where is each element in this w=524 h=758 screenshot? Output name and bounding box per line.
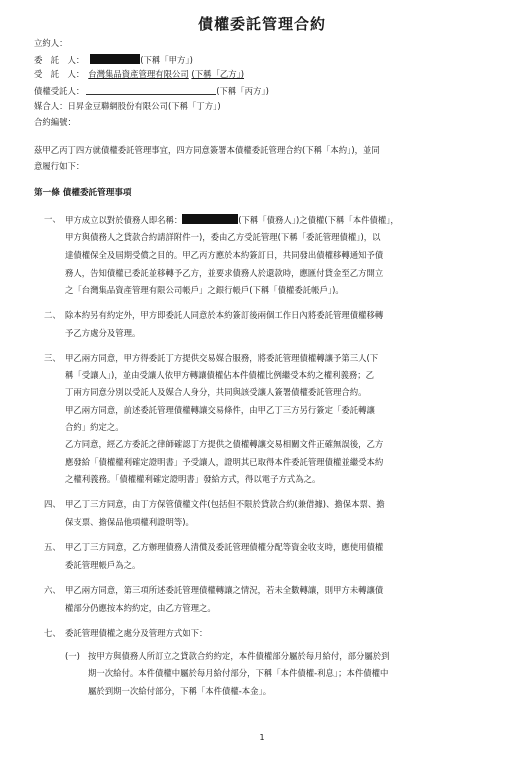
item-number: 四、 [44, 499, 61, 509]
item-line: 委託管理債權之處分及管理方式如下： [65, 628, 208, 638]
party-trustee-name: 台灣集品資產管理有限公司 [88, 69, 189, 79]
party-principal-suffix: (下稱「甲方」) [140, 55, 193, 65]
item-line: 甲方與債務人之貸款合約請詳附件一)，委由乙方受託管理(下稱「委託管理債權」)，以 [65, 232, 381, 242]
item-line: 之「台灣集品資產管理有限公司帳戶」之銀行帳戶(下稱「債權委託帳戶」)。 [65, 285, 344, 295]
item-number: 七、 [44, 628, 61, 638]
subitem-line: 期一次給付。本件債權中屬於每月給付部分，下稱「本件債權-利息」；本件債權中 [88, 668, 389, 678]
party-creditor-trustee [34, 85, 269, 97]
subitem-number: (一) [65, 651, 80, 661]
party-creditor-trustee-label: 債權受託人： [34, 86, 85, 96]
item-number: 二、 [44, 310, 61, 320]
item-line-text: 甲方成立以對於債務人即名稱： [65, 215, 183, 225]
subitem-line: 按甲方與債務人所訂立之貸款合約約定，本件債權部分屬於每月給付，部分屬於到 [88, 651, 390, 661]
item-line: 甲乙兩方同意，前述委託管理債權轉讓交易條件，由甲乙丁三方另行簽定「委託轉讓 [65, 405, 375, 415]
party-matchmaker [34, 101, 221, 112]
party-matchmaker-name: 日昇金豆聯網股份有限公司(下稱「丁方」) [67, 101, 221, 111]
subitem-line: 屬於到期一次給付部分，下稱「本件債權-本金」。 [88, 686, 272, 696]
item-line: 合約」約定之。 [65, 422, 124, 432]
item-number: 一、 [44, 214, 61, 224]
contract-number: 合約編號： [34, 117, 76, 127]
item-line: 甲乙丁三方同意，由丁方保管債權文件(包括但不限於貸款合約(兼借據)、擔保本票、擔 [65, 499, 385, 509]
party-creditor-trustee-suffix: (下稱「丙方」) [216, 86, 269, 96]
item-line: 甲乙兩方同意，甲方得委託丁方提供交易媒合服務，將委託管理債權轉讓予第三人(下 [65, 353, 379, 363]
party-matchmaker-label: 媒合人： [34, 101, 68, 111]
item-line: 稱「受讓人」)，並由受讓人依甲方轉讓債權佔本件債權比例繼受本約之權利義務；乙 [65, 370, 374, 380]
item-line: 除本約另有約定外，甲方即委託人同意於本約簽訂後兩個工作日內將委託管理債權移轉 [65, 310, 384, 320]
party-trustee-label: 受 託 人： [34, 69, 85, 79]
item-number: 六、 [44, 585, 61, 595]
item-line: 務人，告知債權已委託並移轉予乙方，並要求債務人於還款時，應匯付貸金至乙方開立 [65, 268, 384, 278]
item-line: 之權利義務。「債權權利確定證明書」發給方式，得以電子方式為之。 [65, 474, 321, 484]
intro-line-2: 意履行如下： [34, 161, 85, 171]
item-number: 三、 [44, 353, 61, 363]
creditor-trustee-blank [86, 85, 216, 95]
party-trustee [34, 69, 244, 80]
item-line: 予乙方處分及管理。 [65, 328, 141, 338]
item-line: 乙方同意，經乙方委託之律師確認丁方提供之債權轉讓交易相關文件正確無誤後，乙方 [65, 439, 384, 449]
party-trustee-suffix: (下稱「乙方」) [191, 69, 245, 79]
debtor-name-redacted [182, 214, 238, 224]
item-line: 保支票、擔保品他項權利證明等)。 [65, 517, 194, 527]
document-title: 債權委託管理合約 [197, 15, 326, 33]
item-line: 甲乙兩方同意，第三項所述委託管理債權轉讓之情況，若未全數轉讓，則甲方未轉讓債 [65, 585, 384, 595]
item-line: 委託管理帳戶為之。 [65, 560, 141, 570]
party-principal [34, 54, 193, 66]
page-number: 1 [259, 733, 265, 742]
principal-name-redacted [90, 54, 140, 64]
item-number: 五、 [44, 542, 61, 552]
item-line: 丁兩方同意分別以受託人及媒合人身分，共同與該受讓人簽署債權委託管理合約。 [65, 387, 367, 397]
item-line: 權部分仍應按本約約定，由乙方管理之。 [65, 603, 216, 613]
party-principal-label: 委 託 人： [34, 55, 85, 65]
item-line: 甲乙丁三方同意，乙方辦理債務人清償及委託管理債權分配等資金收支時，應使用債權 [65, 542, 384, 552]
item-line: 達債權保全及屆期受償之目的。甲乙丙方應於本約簽訂日，共同發出債權移轉通知予債 [65, 250, 384, 260]
item-line [65, 214, 399, 226]
section-heading: 第一條 債權委託管理事項 [34, 188, 132, 198]
intro-line-1: 茲甲乙丙丁四方就債權委託管理事宜，四方同意簽署本債權委託管理合約(下稱「本約」)，並同 [34, 145, 380, 155]
item-line: 應發給「債權權利確定證明書」予受讓人，證明其已取得本件委託管理債權並繼受本約 [65, 457, 384, 467]
parties-header: 立約人： [34, 38, 68, 48]
item-line-text: (下稱「債務人」)之債權(下稱「本件債權」， [238, 215, 399, 225]
